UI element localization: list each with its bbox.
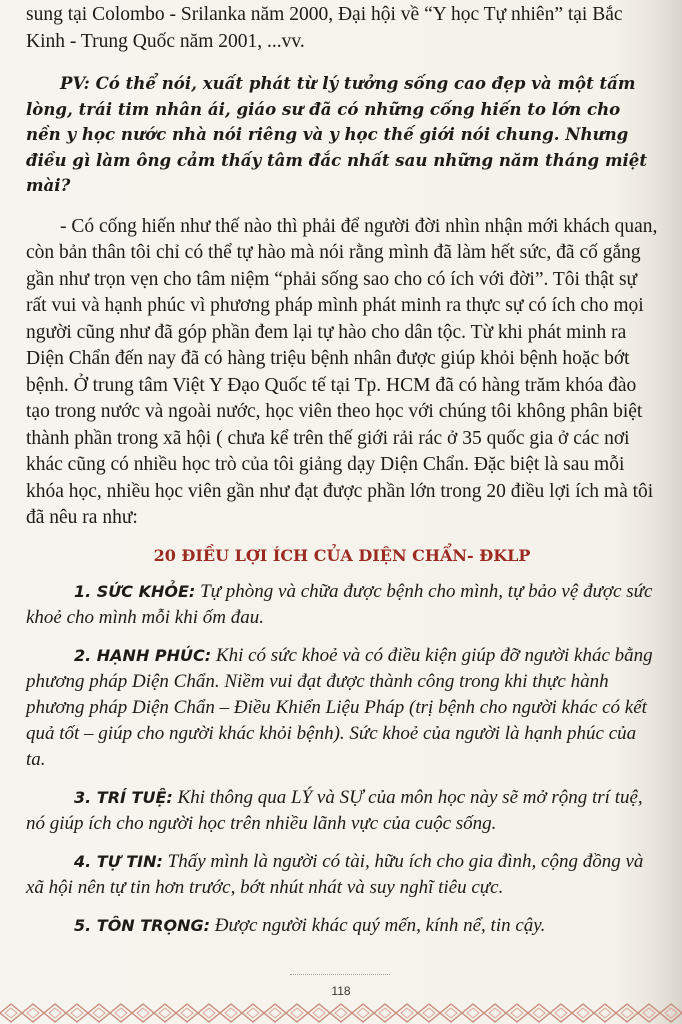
benefit-text: Được người khác quý mến, kính nể, tin cậy. bbox=[210, 914, 546, 936]
interview-question bbox=[26, 71, 658, 199]
footer-divider bbox=[290, 974, 390, 976]
section-heading: 20 ĐIỀU LỢI ÍCH CỦA DIỆN CHẨN- ĐKLP bbox=[153, 545, 531, 565]
intro-paragraph: sung tại Colombo - Srilanka năm 2000, Đại hội về “Y học Tự nhiên” tại Bắc Kinh - Trung Quốc năm 2001, ...vv. bbox=[26, 4, 623, 52]
decorative-border bbox=[0, 1002, 682, 1024]
benefit-item-3 bbox=[26, 785, 658, 837]
benefit-term: 1. SỨC KHỎE: bbox=[74, 581, 196, 601]
question-text: PV: Có thể nói, xuất phát từ lý tưởng sống cao đẹp và một tấm lòng, trái tim nhân ái, giáo sư đã có những cống hiến to lớn cho nền y học nước nhà nói riêng và y học thế giới nói chung. Nhưng điều gì làm ông cảm thấy tâm đắc nhất sau những năm tháng miệt mài? bbox=[26, 73, 648, 195]
benefit-text: Khi có sức khoẻ và có điều kiện giúp đỡ người khác bằng phương pháp Diện Chẩn. Niềm vui đạt được thành công trong khi thực hành phương pháp Diện Chẩn – Điều Khiển Liệu Pháp (trị bệnh cho người khác có kết quả tốt – giúp cho người khác khỏi bệnh). Sức khoẻ của người là hạnh phúc của ta. bbox=[26, 644, 653, 770]
page-number: 118 bbox=[331, 984, 351, 998]
benefit-item-4 bbox=[26, 849, 658, 901]
benefit-text: Thấy mình là người có tài, hữu ích cho gia đình, cộng đồng và xã hội nên tự tin hơn trước, bớt nhút nhát và suy nghĩ tiêu cực. bbox=[26, 850, 644, 898]
page-content bbox=[26, 2, 658, 939]
benefit-term: 5. TÔN TRỌNG: bbox=[74, 915, 211, 935]
benefit-term: 4. TỰ TIN: bbox=[74, 851, 163, 871]
interview-answer bbox=[26, 214, 658, 532]
benefit-item-5 bbox=[26, 913, 658, 939]
benefit-term: 2. HẠNH PHÚC: bbox=[74, 645, 212, 665]
benefit-text: Khi thông qua LÝ và SỰ của môn học này sẽ mở rộng trí tuệ, nó giúp ích cho người học trên nhiều lãnh vực của cuộc sống. bbox=[26, 786, 643, 834]
benefit-item-1 bbox=[26, 579, 658, 631]
benefit-item-2 bbox=[26, 643, 658, 773]
benefit-text: Tự phòng và chữa được bệnh cho mình, tự bảo vệ được sức khoẻ cho mình mỗi khi ốm đau. bbox=[26, 580, 653, 628]
benefit-term: 3. TRÍ TUỆ: bbox=[74, 787, 173, 807]
answer-text: - Có cống hiến như thế nào thì phải để người đời nhìn nhận mới khách quan, còn bản thân tôi chỉ có thể tự hào mà nói rằng mình đã làm hết sức, đã cố gắng gần như trọn vẹn cho tâm niệm “phải sống sao cho có ích với đời”. Tôi thật sự rất vui và hạnh phúc vì phương pháp mình phát minh ra thực sự có ích cho mọi người cũng như đã góp phần đem lại tự hào cho dân tộc. Từ khi phát minh ra Diện Chẩn đến nay đã có hàng triệu bệnh nhân được giúp khỏi bệnh hoặc bớt bệnh. Ở trung tâm Việt Y Đạo Quốc tế tại Tp. HCM đã có hàng trăm khóa đào tạo trong nước và ngoài nước, học viên theo học với chúng tôi không phân biệt thành phần trong xã hội ( chưa kể trên thế giới rải rác ở 35 quốc gia ở các nơi khác cũng có nhiều học trò của tôi giảng dạy Diện Chẩn. Đặc biệt là sau mỗi khóa học, nhiều học viên gần như đạt được phần lớn trong 20 điều lợi ích mà tôi đã nêu ra như: bbox=[26, 215, 658, 528]
